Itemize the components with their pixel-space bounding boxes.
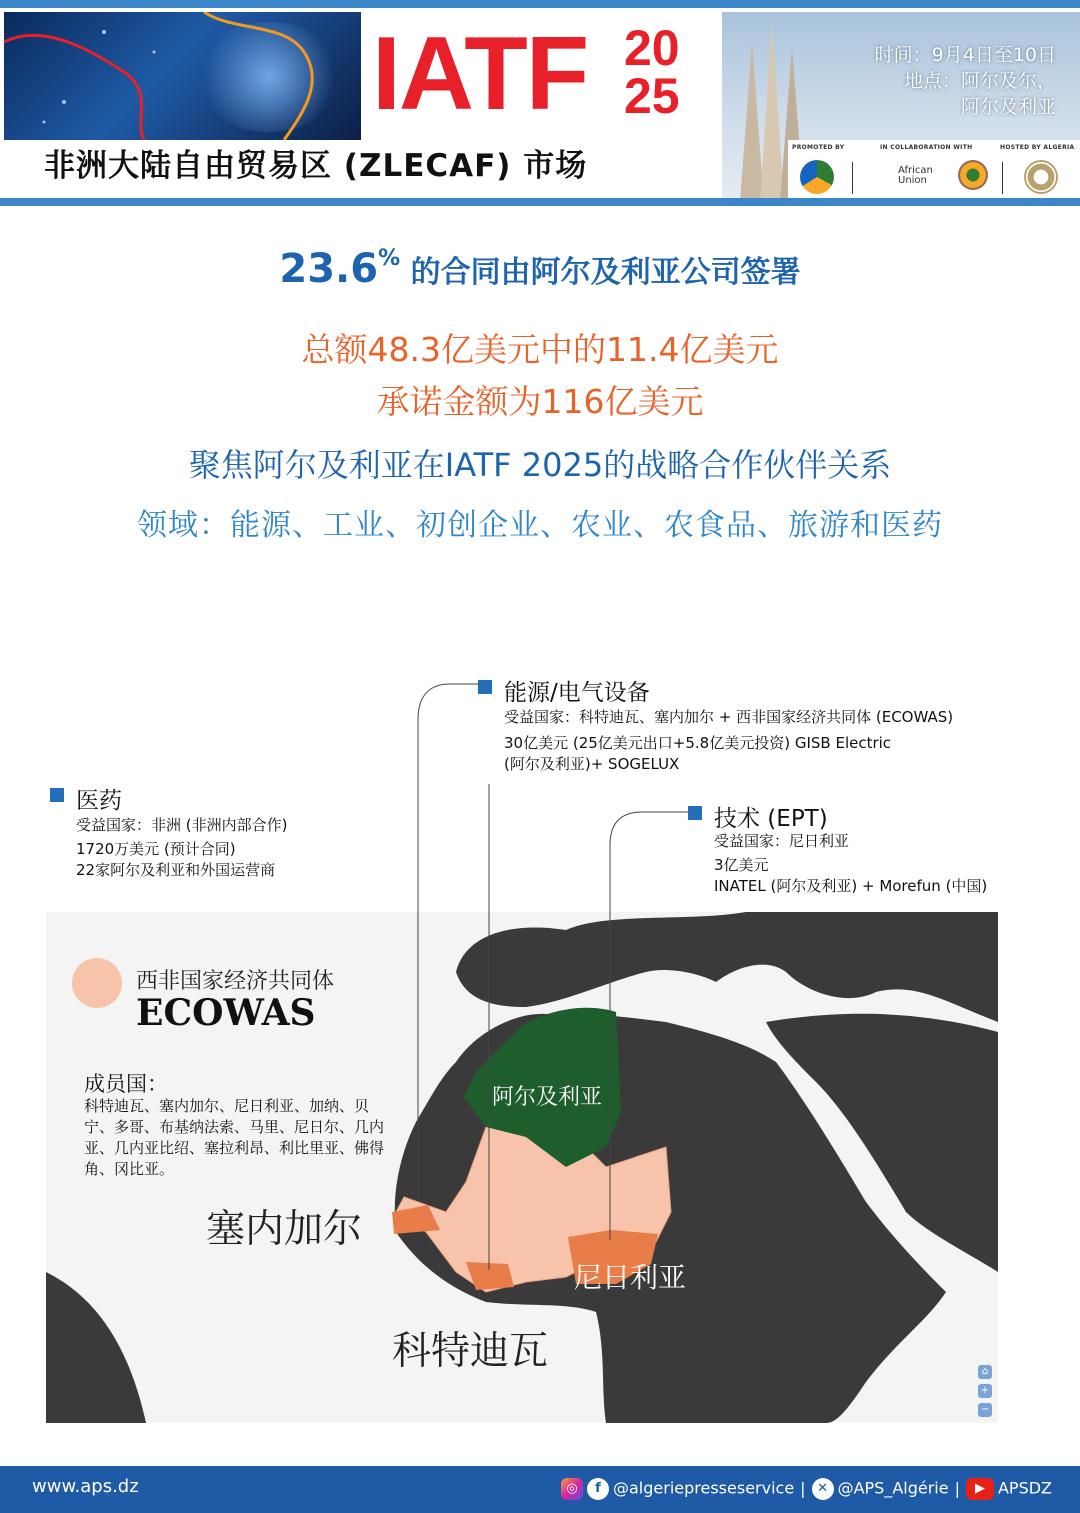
footer-social: [561, 1478, 1052, 1500]
header-title: 非洲大陆自由贸易区 (ZLECAF) 市场: [44, 148, 588, 184]
section-marker: [50, 788, 64, 802]
section-pharma-line1: 受益国家：非洲 (非洲内部合作): [76, 816, 288, 834]
map-zoom-out-button[interactable]: −: [978, 1403, 992, 1417]
members-title: 成员国：: [84, 1072, 168, 1096]
footer-x-handle[interactable]: @APS_Algérie: [837, 1478, 949, 1498]
section-marker: [688, 806, 702, 820]
event-time: 时间：9月4日至10日: [874, 44, 1056, 66]
header-bottom-bar: [0, 198, 1080, 206]
algeria-seal: [1024, 160, 1058, 194]
footer-youtube-handle[interactable]: APSDZ: [997, 1478, 1052, 1498]
promoted-by-label: PROMOTED BY: [792, 144, 845, 151]
logo-year: [624, 20, 680, 124]
footer-website-link[interactable]: www.aps.dz: [32, 1476, 139, 1497]
headline-sectors: 领域：能源、工业、初创企业、农业、农食品、旅游和医药: [137, 508, 943, 543]
top-accent-bar: [0, 0, 1080, 8]
headline-share: [0, 246, 1080, 292]
headline-focus: 聚焦阿尔及利亚在IATF 2025的战略合作伙伴关系: [188, 446, 892, 484]
headline-share-unit: %: [378, 246, 401, 271]
section-tech-line1: 受益国家：尼日利亚: [714, 832, 850, 850]
header-info-panel: [722, 12, 1080, 202]
event-info: [875, 42, 1056, 120]
au-emblem: [958, 160, 988, 190]
map-label-algeria: 阿尔及利亚: [492, 1085, 603, 1110]
partner-divider: [1002, 162, 1003, 194]
ecowas-legend-dot: [72, 958, 122, 1008]
headline-share-text: 的合同由阿尔及利亚公司签署: [400, 255, 801, 290]
map-zoom-in-button[interactable]: +: [978, 1384, 992, 1398]
footer-facebook-handle[interactable]: @algeriepresseservice: [613, 1478, 795, 1498]
section-energy-line3: (阿尔及利亚)+ SOGELUX: [504, 755, 680, 773]
europe-land: [456, 912, 998, 1022]
afreximbank-logo: [800, 160, 834, 194]
map-label-cotedivoire: 科特迪瓦: [392, 1329, 549, 1374]
section-energy-line2: 30亿美元 (25亿美元出口+5.8亿美元投资) GISB Electric: [504, 734, 892, 752]
header-banner: [0, 8, 1080, 200]
africa-map: [46, 912, 998, 1423]
section-tech-line3: INATEL (阿尔及利亚) + Morefun (中国): [714, 877, 988, 895]
section-energy-title: 能源/电气设备: [504, 680, 650, 706]
footer-bar: [0, 1466, 1080, 1513]
event-place-2: 阿尔及利亚: [960, 96, 1056, 118]
partner-divider: [852, 162, 853, 194]
members-list: 科特迪瓦、塞内加尔、尼日利亚、加纳、贝宁、多哥、布基纳法索、马里、尼日尔、几内亚、几内亚比绍、塞拉利昂、利比里亚、佛得角、冈比亚。: [84, 1097, 385, 1178]
map-label-senegal: 塞内加尔: [206, 1207, 363, 1252]
section-marker: [478, 680, 492, 694]
event-place-1: 地点：阿尔及尔，: [903, 70, 1056, 92]
logo-year-line2: 25: [624, 68, 680, 124]
section-pharma-line2: 1720万美元 (预计合同): [76, 840, 236, 858]
instagram-icon[interactable]: ◎: [561, 1478, 583, 1500]
ecowas-title-en: ECOWAS: [136, 992, 316, 1034]
headline-amount-line1: 总额48.3亿美元中的11.4亿美元: [301, 330, 779, 369]
iatf-logo: [372, 18, 712, 138]
south-america-land: [46, 1272, 146, 1423]
youtube-icon[interactable]: ▶: [966, 1478, 994, 1500]
section-tech-line2: 3亿美元: [714, 856, 769, 874]
ecowas-title-zh: 西非国家经济共同体: [136, 969, 335, 994]
collaboration-label: IN COLLABORATION WITH: [880, 144, 973, 151]
headline-share-value: 23.6: [279, 246, 379, 292]
headline-amount-line2: 承诺金额为116亿美元: [376, 382, 704, 421]
section-pharma-line3: 22家阿尔及利亚和外国运营商: [76, 861, 276, 879]
headline-amounts: [0, 324, 1080, 428]
facebook-icon[interactable]: f: [587, 1478, 609, 1500]
african-union-logo: [898, 166, 933, 186]
section-pharma-title: 医药: [76, 788, 122, 814]
footer-divider: |: [954, 1478, 960, 1498]
header-photo: [4, 12, 361, 140]
section-energy-line1: 受益国家：科特迪瓦、塞内加尔 + 西非国家经济共同体 (ECOWAS): [504, 708, 954, 726]
map-home-button[interactable]: ⌂: [978, 1365, 992, 1379]
footer-divider: |: [800, 1478, 806, 1498]
x-icon[interactable]: ✕: [812, 1478, 834, 1500]
section-tech-title: 技术 (EPT): [714, 806, 828, 832]
au-line2: Union: [898, 175, 927, 186]
partners-strip: [788, 140, 1080, 202]
hosted-by-label: HOSTED BY ALGERIA: [1000, 144, 1075, 151]
logo-iatf-text: IATF: [372, 16, 588, 132]
au-line1: African: [898, 165, 933, 176]
logo-year-line1: 20: [624, 20, 680, 76]
map-label-nigeria: 尼日利亚: [574, 1261, 687, 1294]
